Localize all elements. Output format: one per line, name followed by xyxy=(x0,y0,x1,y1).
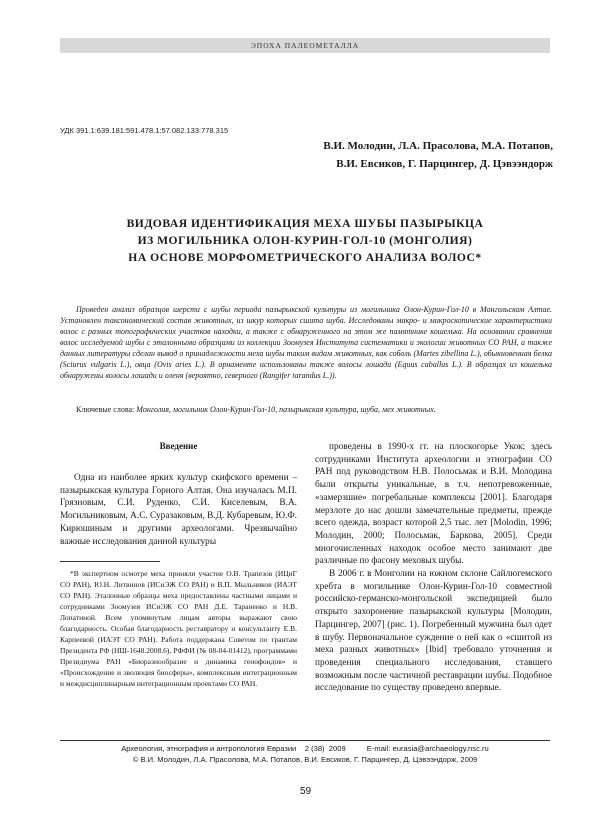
copyright: © В.И. Молодин, Л.А. Прасолова, М.А. Потапов, В.И. Евсиков, Г. Парцингер, Д. Цэвээндорж, 2009 xyxy=(132,755,478,764)
authors-line-1: В.И. Молодин, Л.А. Прасолова, М.А. Потапов, xyxy=(323,140,553,152)
title-line-3: НА ОСНОВЕ МОРФОМЕТРИЧЕСКОГО АНАЛИЗА ВОЛОС* xyxy=(128,251,482,264)
footer-divider xyxy=(60,740,550,741)
keywords-label: Ключевые слова: xyxy=(76,405,135,414)
udc-code: УДК 391.1:639.181:591.478.1:57.082.133:778.315 xyxy=(60,126,229,135)
journal-info: Археология, этнография и антропология Евразии 2 (38) 2009 E-mail: eurasia@archaeology.nsc.ru xyxy=(121,744,489,753)
right-column xyxy=(315,441,552,695)
left-column xyxy=(60,472,297,548)
keywords xyxy=(60,404,552,415)
keywords-text: Монголия, могильник Олон-Курин-Гол-10, пазырыкская культура, шуба, мех животных. xyxy=(136,405,436,414)
title-line-2: ИЗ МОГИЛЬНИКА ОЛОН-КУРИН-ГОЛ-10 (МОНГОЛИЯ) xyxy=(137,234,473,247)
authors xyxy=(223,137,553,173)
right-paragraph-2: В 2006 г. в Монголии на южном склоне Сайлюгемского хребта в могильнике Олон-Курин-Гол-10 совместной российско-германско-монгольской экспедицией было открыто захоронение пазырыкской культуры [Молодин, Парцингер, 2007] (рис. 1). Погребенный мужчина был одет в шубу. Первоначальное суждение о ней как о «сшитой из меха разных животных» [Ibid] требовало уточнения и проведения специального исследования, ставшего возможным после частичной реставрации шубы. Подобное исследование по существу проведено впервые. xyxy=(315,569,552,694)
section-heading-introduction: Введение xyxy=(159,441,198,451)
right-paragraph-1: проведены в 1990-х гг. на плоскогорье Укок; здесь сотрудниками Института археологии и этнографии СО РАН под руководством Н.В. Полосьмак и В.И. Молодина были открыты уникальные, в т.ч. непотревоженные, «замерзшие» погребальные комплексы [2001]. Благодаря мерзлоте до нас дошли замечательные предметы, прежде всего одежда, возраст которой 2,5 тыс. лет [Molodin, 1996; Молодин, 2000; Полосьмак, Баркова, 2005]. Среди многочисленных находок особое место занимают две различные по фасону меховых шубы. xyxy=(315,442,552,567)
footnote-divider xyxy=(60,561,160,562)
abstract: Проведен анализ образцов шерсти с шубы периода пазырыкской культуры из могильника Олон-Курин-Гол-10 в Монгольском Алтае. Установлен таксономический состав животных, из шкур которых сшита шуба. Исследованы макро- и микроскопические характеристики волос с разных топографических участков находки, а также с обнаруженного на этом же памятнике кошелька. На основании сравнения волос исследуемой шубы с эталонными образцами из коллекции Зоомузея Института систематики и экологии животных СО РАН, а также данных литературы сделан вывод о принадлежности меха шубы таким видам животных, как соболь (Martes zibellina L.), обыкновенная белка (Sciurus vulgaris L.), овца (Ovis aries L.). В орнаменте использованы также волосы лошади (Equus caballus L.). В образцах из кошелька обнаружены волосы лошади и оленя (вероятно, северного (Rangifer tarandus L.)). xyxy=(60,305,552,380)
authors-line-2: В.И. Евсиков, Г. Парцингер, Д. Цэвээндорж xyxy=(336,158,553,170)
title-line-1: ВИДОВАЯ ИДЕНТИФИКАЦИЯ МЕХА ШУБЫ ПАЗЫРЫКЦА xyxy=(126,217,484,230)
footnote: *В экспертном осмотре меха приняли участие О.В. Трапезов (ИЦиГ СО РАН), Ю.Н. Литвинов (ИСиЭЖ СО РАН) и В.П. Мыльников (ИАЭТ СО РАН). Эталонные образцы меха предоставлены частными лицами и сотрудниками Зоомузея ИСиЭЖ СО РАН Д.Е. Тараненко и Н.В. Лопатиной. Всем упомянутым лицам авторы выражают свою благодарность. Особая благодарность реставратору и консультанту Е.В. Карпеевой (ИАЭТ СО РАН). Работа поддержана Советом по грантам Президента РФ (НШ-1648.2008.6), РФФИ (№ 08-04-01412), программами Президиума РАН «Биоразнообразие и динамика генофондов» и «Происхождение и эволюция биосферы», комплексным интеграционным и междисциплинарным интеграционным проектами СО РАН. xyxy=(60,569,297,688)
article-title xyxy=(60,215,550,266)
page-number: 59 xyxy=(299,786,312,797)
intro-paragraph: Одна из наиболее ярких культур скифского времени – пазырыкская культура Горного Алтая. Она изучалась М.П. Грязновым, С.И. Руденко, С.И. Киселевым, В.А. Могильниковым, А.С. Суразаковым, В.Д. Кубаревым, Ю.Ф. Кирюшиным и другими археологами. Чрезвычайно важные исследования данной культуры xyxy=(60,473,297,547)
section-header: ЭПОХА ПАЛЕОМЕТАЛЛА xyxy=(60,38,550,53)
